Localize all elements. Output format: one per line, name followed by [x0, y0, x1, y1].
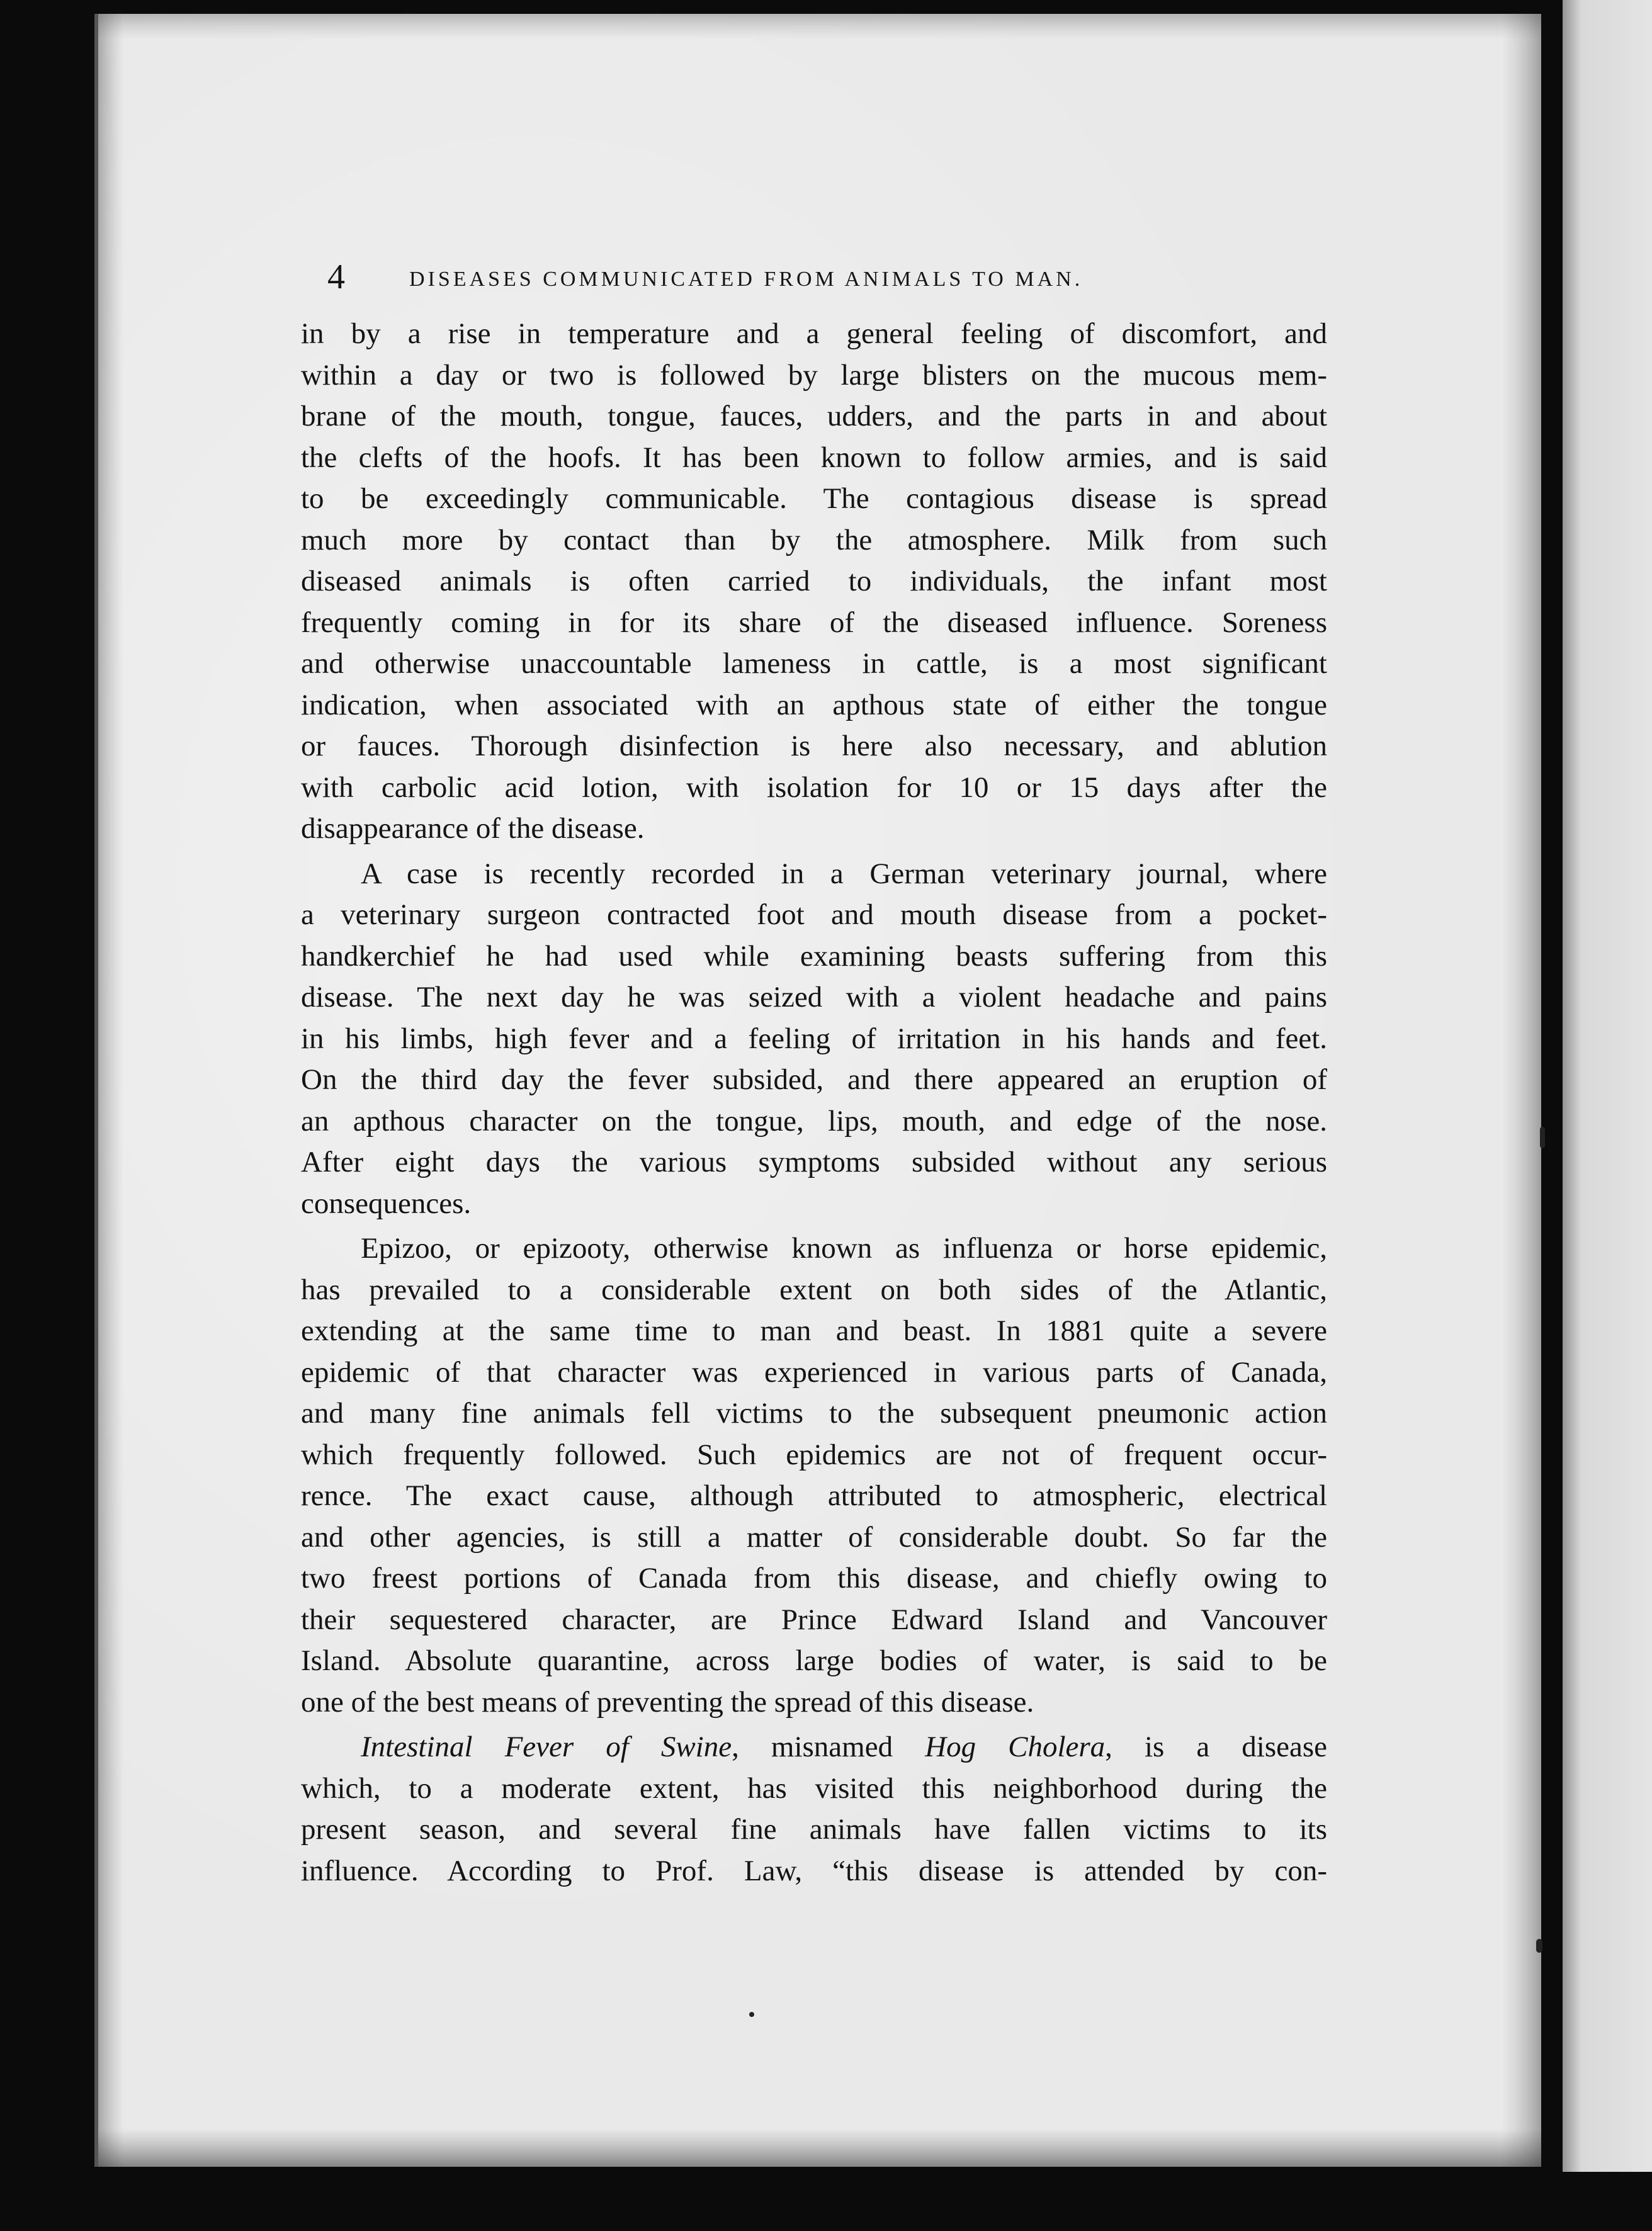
text-line: much more by contact than by the atmosphere. Milk from such [301, 523, 1327, 556]
text-line: consequences. [301, 1187, 472, 1220]
text-line: frequently coming in for its share of the diseased influence. Soreness [301, 606, 1327, 639]
text-line: influence. According to Prof. Law, “this disease is attended by con- [301, 1854, 1327, 1887]
paragraph-german-case [301, 854, 1327, 1225]
paragraph-hog-cholera [301, 1727, 1327, 1892]
text-line: has prevailed to a considerable extent on both sides of the Atlantic, [301, 1273, 1327, 1306]
scan-speck [749, 2012, 754, 2017]
text-line: in by a rise in temperature and a general feeling of discomfort, and [301, 317, 1327, 350]
text-line: handkerchief he had used while examining beasts suffering from this [301, 939, 1327, 973]
body-text [301, 313, 1327, 1895]
text-line: the clefts of the hoofs. It has been known to follow armies, and is said [301, 441, 1327, 474]
italic-term: Hog Cholera [925, 1731, 1106, 1763]
text-line: to be exceedingly communicable. The contagious disease is spread [301, 482, 1327, 515]
text-line: disease. The next day he was seized with a violent headache and pains [301, 981, 1327, 1014]
text-line: their sequestered character, are Prince Edward Island and Vancouver [301, 1603, 1327, 1636]
page-number: 4 [327, 257, 345, 297]
text-line: extending at the same time to man and beast. In 1881 quite a severe [301, 1314, 1327, 1347]
text-line: an apthous character on the tongue, lips, mouth, and edge of the nose. [301, 1104, 1327, 1138]
paragraph-foot-and-mouth [301, 313, 1327, 850]
paragraph-epizooty [301, 1228, 1327, 1723]
text-line: Epizoo, or epizooty, otherwise known as influenza or horse epidemic, [361, 1232, 1327, 1265]
text-line: epidemic of that character was experienced in various parts of Canada, [301, 1355, 1327, 1389]
text-line: one of the best means of preventing the spread of this disease. [301, 1685, 1034, 1719]
scan-speck [1540, 1127, 1545, 1148]
text-line: rence. The exact cause, although attributed to atmospheric, electrical [301, 1479, 1327, 1512]
text-line: which, to a moderate extent, has visited this neighborhood during the [301, 1771, 1327, 1805]
text-fragment: , is a disease [1105, 1731, 1327, 1763]
text-line: a veterinary surgeon contracted foot and mouth disease from a pocket- [301, 898, 1327, 931]
text-line: in his limbs, high fever and a feeling of irritation in his hands and feet. [301, 1022, 1327, 1055]
text-line: brane of the mouth, tongue, fauces, udders, and the parts in and about [301, 400, 1327, 432]
facing-page-edge [1563, 0, 1652, 2178]
text-line: indication, when associated with an apthous state of either the tongue [301, 688, 1327, 721]
page-header [327, 258, 1310, 302]
scan-border [0, 2172, 1652, 2231]
text-line: and many fine animals fell victims to the subsequent pneumonic action [301, 1397, 1327, 1430]
text-line: which frequently followed. Such epidemics are not of frequent occur- [301, 1438, 1327, 1471]
text-line: On the third day the fever subsided, and there appeared an eruption of [301, 1063, 1327, 1096]
text-line: and other agencies, is still a matter of considerable doubt. So far the [301, 1520, 1327, 1554]
text-line: Island. Absolute quarantine, across large bodies of water, is said to be [301, 1644, 1327, 1677]
text-line [301, 1727, 1327, 1768]
text-line: present season, and several fine animals have fallen victims to its [301, 1813, 1327, 1846]
text-line: A case is recently recorded in a German veterinary journal, where [361, 857, 1327, 890]
running-head: DISEASES COMMUNICATED FROM ANIMALS TO MAN. [409, 268, 1083, 291]
text-fragment: , misnamed [732, 1731, 925, 1763]
text-line: two freest portions of Canada from this disease, and chiefly owing to [301, 1562, 1327, 1595]
text-line: or fauces. Thorough disinfection is here also necessary, and ablution [301, 730, 1327, 762]
italic-term: Intestinal Fever of Swine [361, 1731, 732, 1763]
text-line: and otherwise unaccountable lameness in cattle, is a most significant [301, 647, 1327, 680]
text-line: disappearance of the disease. [301, 812, 645, 845]
text-line: within a day or two is followed by large blisters on the mucous mem- [301, 358, 1327, 392]
text-line: diseased animals is often carried to individuals, the infant most [301, 565, 1327, 597]
scan-speck [1536, 1939, 1542, 1953]
text-line: with carbolic acid lotion, with isolation for 10 or 15 days after the [301, 771, 1327, 804]
text-line: After eight days the various symptoms subsided without any serious [301, 1146, 1327, 1178]
